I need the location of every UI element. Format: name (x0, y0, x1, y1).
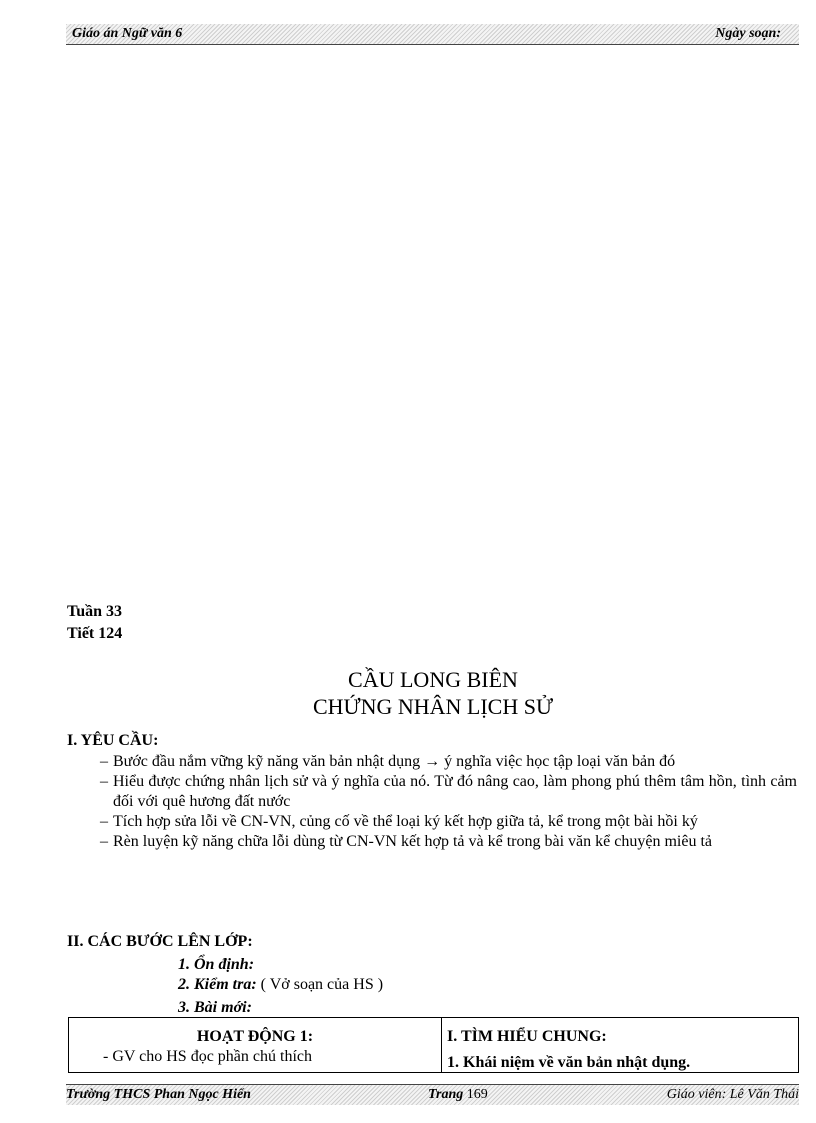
list-item (100, 752, 797, 772)
step-text: ( Vở soạn của HS ) (256, 976, 384, 993)
content-heading: I. TÌM HIỂU CHUNG: (447, 1028, 607, 1045)
step-item (178, 975, 383, 994)
period-label: Tiết 124 (67, 625, 123, 642)
page-header (66, 24, 799, 45)
step-label: 1. Ổn định: (178, 956, 255, 973)
dash-marker: – (100, 773, 108, 790)
content-text: 1. Khái niệm về văn bản nhật dụng. (447, 1054, 691, 1071)
header-date-label: Ngày soạn: (715, 26, 781, 41)
footer-page-label: Trang (428, 1087, 464, 1102)
footer-page (428, 1087, 488, 1103)
lesson-title-line2: CHỨNG NHÂN LỊCH SỬ (312, 694, 554, 719)
dash-marker: – (100, 753, 108, 770)
activity-table (68, 1017, 799, 1073)
list-item-text: Tích hợp sửa lỗi về CN-VN, củng cố về thể loại ký kết hợp giữa tả, kể trong một bài hồi ký (113, 813, 698, 830)
step-label: 2. Kiểm tra: (178, 976, 257, 993)
table-divider (441, 1018, 442, 1072)
header-subject: Giáo án Ngữ văn 6 (72, 26, 183, 41)
list-item-text: Bước đầu nắm vững kỹ năng văn bản nhật dụng → ý nghĩa việc học tập loại văn bản đó (113, 753, 676, 770)
activity-heading: HOẠT ĐỘNG 1: (196, 1028, 314, 1045)
list-item (100, 772, 797, 812)
dash-marker: – (100, 813, 108, 830)
week-label: Tuần 33 (67, 603, 122, 620)
dash-marker: – (100, 833, 108, 850)
section-steps-heading: II. CÁC BƯỚC LÊN LỚP: (67, 933, 253, 950)
footer-page-number: 169 (463, 1087, 488, 1102)
step-item (178, 955, 254, 974)
step-item (178, 998, 252, 1017)
list-item (100, 832, 797, 852)
requirements-list (100, 752, 797, 852)
list-item-text: Rèn luyện kỹ năng chữa lỗi dùng từ CN-VN kết hợp tả và kể trong bài văn kể chuyện miêu tả (113, 833, 712, 850)
step-label: 3. Bài mới: (178, 999, 252, 1016)
list-item (100, 812, 797, 832)
list-item-text: Hiểu được chứng nhân lịch sử và ý nghĩa của nó. Từ đó nâng cao, làm phong phú thêm tâm hồn, tình cảm đối với quê hương đất nước (113, 773, 797, 810)
activity-text: - GV cho HS đọc phần chú thích (103, 1048, 312, 1065)
footer-teacher: Giáo viên: Lê Văn Thái (666, 1087, 799, 1102)
section-requirements-heading: I. YÊU CẦU: (67, 732, 159, 749)
footer-school: Trường THCS Phan Ngọc Hiển (66, 1087, 251, 1102)
lesson-title-line1: CẦU LONG BIÊN (348, 667, 518, 692)
page-footer (66, 1084, 799, 1105)
